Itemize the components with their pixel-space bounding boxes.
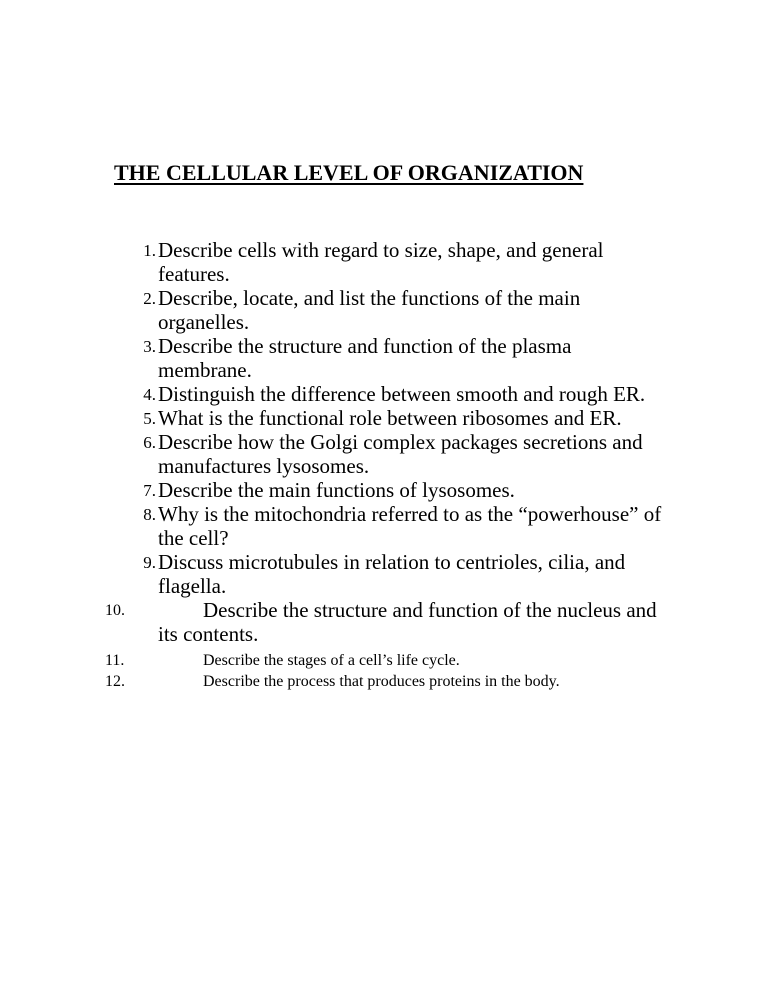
item-number: 3. <box>143 337 156 356</box>
item-number: 5. <box>143 409 156 428</box>
item-text: Describe how the Golgi complex packages secretions and manufactures lysosomes. <box>158 430 643 478</box>
list-item <box>104 650 664 671</box>
item-text: Describe the structure and function of the nucleus and its contents. <box>158 598 657 646</box>
list-item <box>104 598 664 646</box>
item-text: Describe the structure and function of the plasma membrane. <box>158 334 572 382</box>
list-item <box>104 550 664 598</box>
item-number: 9. <box>143 553 156 572</box>
list-item <box>104 382 664 406</box>
objectives-list <box>104 238 664 692</box>
item-text: Describe the stages of a cell’s life cycle. <box>203 652 460 669</box>
item-number: 4. <box>143 385 156 404</box>
item-number: 6. <box>143 433 156 452</box>
item-text: Describe the main functions of lysosomes. <box>158 478 515 502</box>
list-item <box>104 478 664 502</box>
list-item <box>104 286 664 334</box>
list-item <box>104 406 664 430</box>
item-number: 10. <box>105 602 125 619</box>
item-text: What is the functional role between ribosomes and ER. <box>158 406 622 430</box>
item-number: 2. <box>143 289 156 308</box>
list-item <box>104 334 664 382</box>
item-text: Distinguish the difference between smooth and rough ER. <box>158 382 646 406</box>
item-text: Describe, locate, and list the functions of the main organelles. <box>158 286 581 334</box>
page-title: THE CELLULAR LEVEL OF ORGANIZATION <box>114 160 584 185</box>
list-item <box>104 502 664 550</box>
item-text: Why is the mitochondria referred to as the “powerhouse” of the cell? <box>158 502 662 550</box>
item-text: Discuss microtubules in relation to centrioles, cilia, and flagella. <box>158 550 626 598</box>
item-number: 12. <box>105 673 125 690</box>
item-number: 11. <box>105 652 125 669</box>
list-item <box>104 238 664 286</box>
item-number: 1. <box>143 241 156 260</box>
item-text: Describe cells with regard to size, shape, and general features. <box>158 238 604 286</box>
item-number: 8. <box>143 505 156 524</box>
list-item <box>104 671 664 692</box>
item-number: 7. <box>143 481 156 500</box>
item-text: Describe the process that produces proteins in the body. <box>203 673 560 690</box>
list-item <box>104 430 664 478</box>
